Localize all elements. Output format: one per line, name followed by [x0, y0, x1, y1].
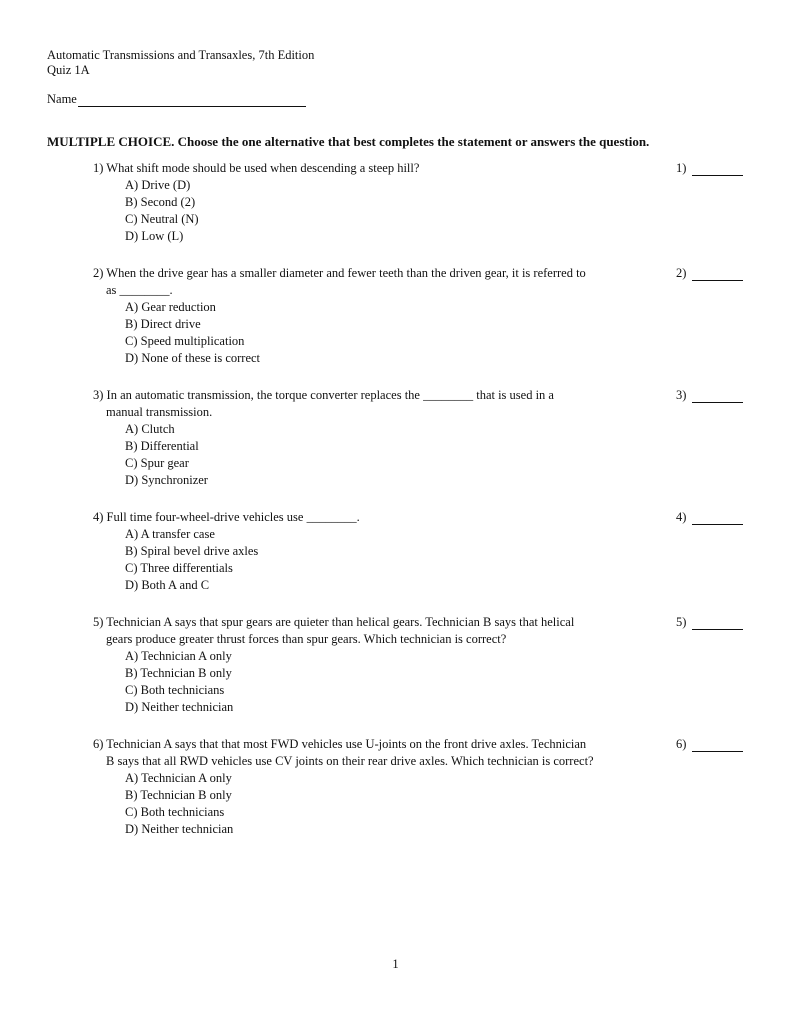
- question-1: [0, 160, 791, 245]
- answer-slot: [676, 737, 743, 752]
- option-b: B) Technician B only: [125, 666, 232, 680]
- answer-blank-line[interactable]: [692, 512, 743, 525]
- option-b: B) Technician B only: [125, 788, 232, 802]
- option-a: A) Technician A only: [125, 649, 232, 663]
- answer-number: 3): [676, 388, 687, 402]
- question-line-1: 5) Technician A says that spur gears are quieter than helical gears. Technician B says that helical: [93, 615, 575, 629]
- answer-number: 5): [676, 615, 687, 629]
- question-line-2: as ________.: [106, 283, 173, 297]
- question-line-1: 2) When the drive gear has a smaller diameter and fewer teeth than the driven gear, it is referred to: [93, 266, 586, 280]
- option-d: D) Neither technician: [125, 700, 234, 714]
- question-line-1: 1) What shift mode should be used when descending a steep hill?: [93, 161, 420, 175]
- option-b: B) Direct drive: [125, 317, 201, 331]
- question-5: [0, 614, 791, 716]
- question-6: [0, 736, 791, 838]
- option-d: D) Both A and C: [125, 578, 210, 592]
- answer-number: 2): [676, 266, 687, 280]
- option-c: C) Neutral (N): [125, 212, 199, 226]
- answer-number: 6): [676, 737, 687, 751]
- answer-blank-line[interactable]: [692, 163, 743, 176]
- option-c: C) Three differentials: [125, 561, 233, 575]
- answer-slot: [676, 388, 743, 403]
- answer-blank-line[interactable]: [692, 390, 743, 403]
- option-list: [125, 299, 791, 367]
- option-list: [125, 770, 791, 838]
- option-list: [125, 648, 791, 716]
- option-c: C) Spur gear: [125, 456, 189, 470]
- question-2: [0, 265, 791, 367]
- question-line-1: 4) Full time four-wheel-drive vehicles use ________.: [93, 510, 360, 524]
- option-list: [125, 526, 791, 594]
- option-b: B) Differential: [125, 439, 199, 453]
- option-c: C) Speed multiplication: [125, 334, 245, 348]
- question-3: [0, 387, 791, 489]
- answer-slot: [676, 615, 743, 630]
- answer-slot: [676, 510, 743, 525]
- option-c: C) Both technicians: [125, 805, 225, 819]
- question-line-2: manual transmission.: [106, 405, 213, 419]
- answer-blank-line[interactable]: [692, 268, 743, 281]
- answer-number: 1): [676, 161, 687, 175]
- option-a: A) Clutch: [125, 422, 175, 436]
- name-blank-line[interactable]: [78, 94, 306, 107]
- option-d: D) Neither technician: [125, 822, 234, 836]
- option-a: A) Gear reduction: [125, 300, 216, 314]
- question-list: [0, 160, 791, 858]
- option-a: A) Drive (D): [125, 178, 191, 192]
- option-b: B) Spiral bevel drive axles: [125, 544, 259, 558]
- document-header: [47, 48, 314, 78]
- answer-blank-line[interactable]: [692, 617, 743, 630]
- instructions: MULTIPLE CHOICE. Choose the one alternative that best completes the statement or answers the question.: [47, 134, 650, 149]
- option-d: D) None of these is correct: [125, 351, 261, 365]
- option-a: A) Technician A only: [125, 771, 232, 785]
- option-c: C) Both technicians: [125, 683, 225, 697]
- name-label: Name: [47, 92, 77, 106]
- question-text: [93, 614, 665, 648]
- answer-slot: [676, 266, 743, 281]
- question-line-2: B says that all RWD vehicles use CV joints on their rear drive axles. Which technician is correct?: [106, 754, 594, 768]
- question-text: [93, 160, 665, 177]
- question-line-1: 3) In an automatic transmission, the torque converter replaces the ________ that is used in a: [93, 388, 554, 402]
- option-d: D) Synchronizer: [125, 473, 208, 487]
- answer-number: 4): [676, 510, 687, 524]
- answer-blank-line[interactable]: [692, 739, 743, 752]
- option-b: B) Second (2): [125, 195, 196, 209]
- question-text: [93, 387, 665, 421]
- answer-slot: [676, 161, 743, 176]
- question-text: [93, 265, 665, 299]
- question-text: [93, 736, 665, 770]
- option-a: A) A transfer case: [125, 527, 215, 541]
- question-line-2: gears produce greater thrust forces than spur gears. Which technician is correct?: [106, 632, 507, 646]
- question-line-1: 6) Technician A says that that most FWD vehicles use U-joints on the front drive axles. Technician: [93, 737, 587, 751]
- page-number: 1: [392, 957, 399, 971]
- option-list: [125, 177, 791, 245]
- name-field-row: [47, 92, 306, 107]
- option-d: D) Low (L): [125, 229, 184, 243]
- question-4: [0, 509, 791, 594]
- option-list: [125, 421, 791, 489]
- quiz-label: Quiz 1A: [47, 63, 90, 77]
- question-text: [93, 509, 665, 526]
- book-title: Automatic Transmissions and Transaxles, 7th Edition: [47, 48, 315, 62]
